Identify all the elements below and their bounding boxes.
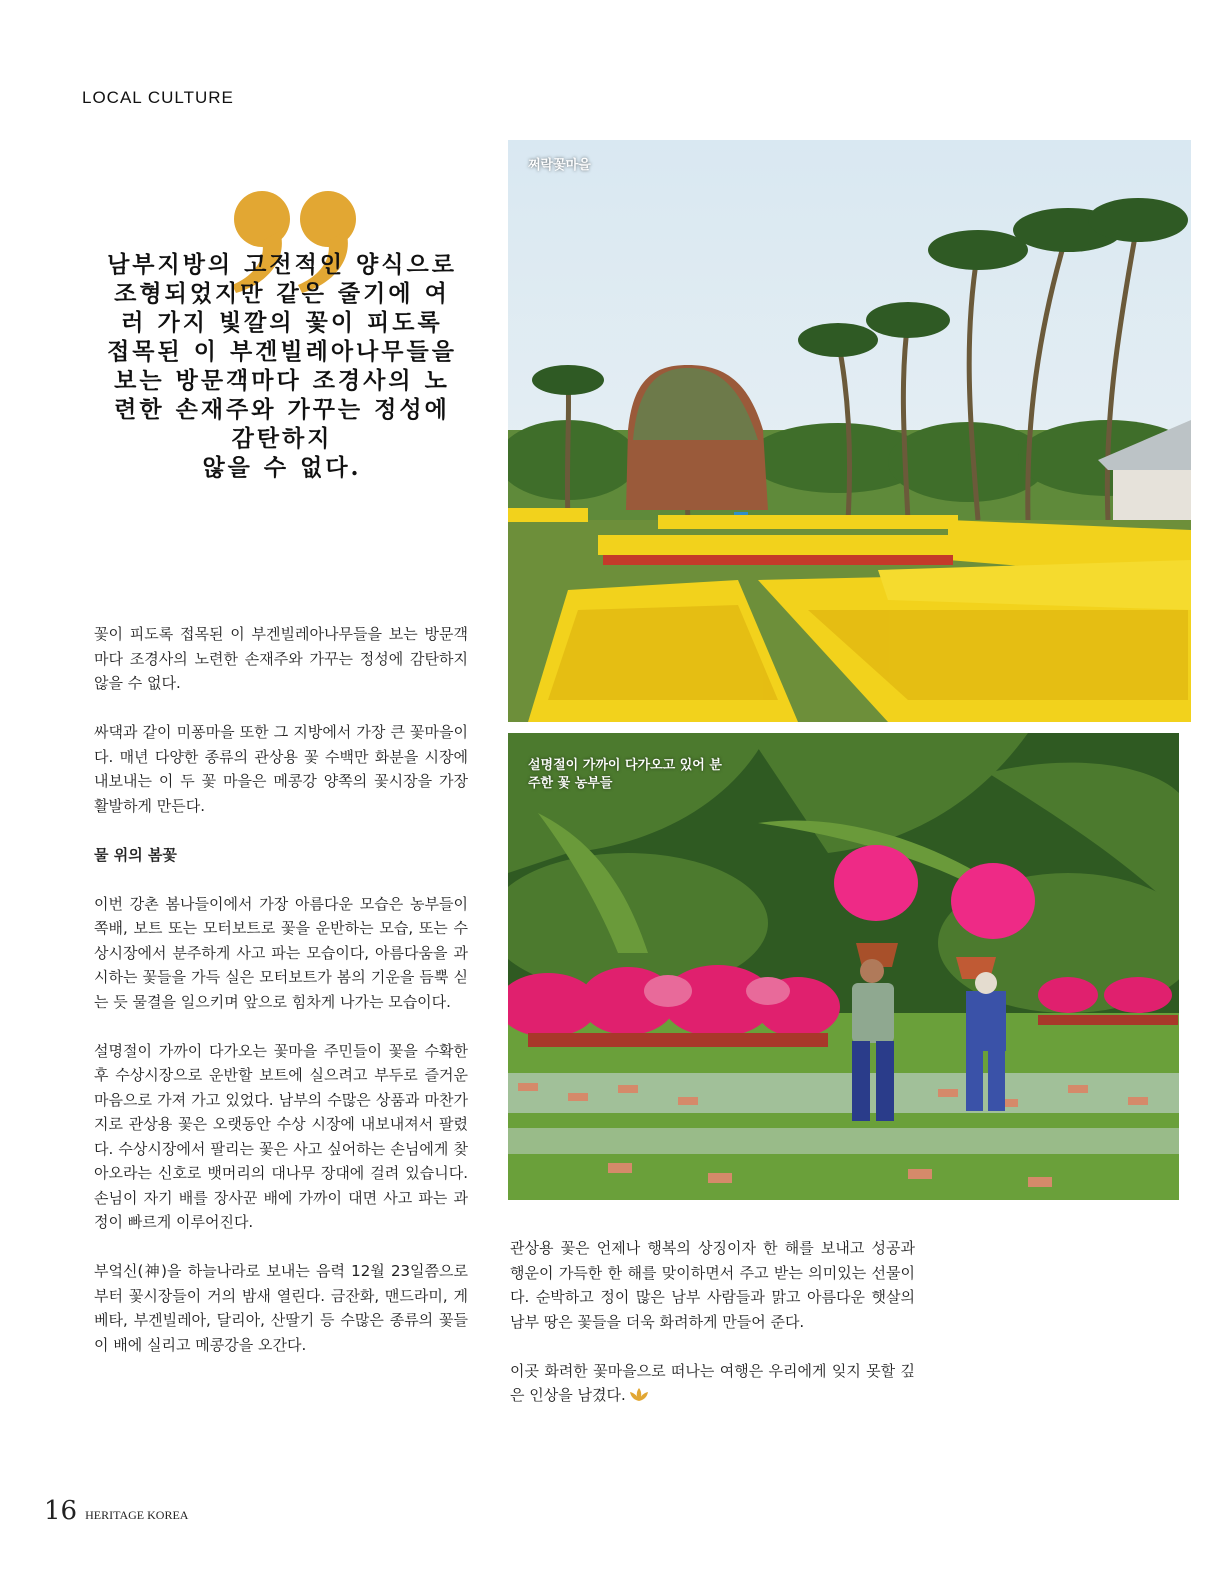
pull-quote-line: 보는 방문객마다 조경사의 노: [114, 367, 450, 394]
pull-quote-line: 감탄하지: [231, 425, 333, 452]
subheading: 물 위의 봄꽃: [94, 845, 177, 864]
body-paragraph: 꽃이 피도록 접목된 이 부겐빌레아나무들을 보는 방문객마다 조경사의 노련한 손재주와 가꾸는 정성에 감탄하지 않을 수 없다.: [94, 625, 468, 692]
flower-village-illustration: [508, 140, 1191, 722]
section-label: LOCAL CULTURE: [82, 88, 234, 107]
pull-quote-line: 조형되었지만 같은 줄기에 여: [114, 280, 450, 307]
page-number: 16: [44, 1496, 78, 1526]
body-column-right: [510, 1236, 915, 1432]
magazine-name: HERITAGE KOREA: [85, 1508, 189, 1522]
body-paragraph: 부엌신(神)을 하늘나라로 보내는 음력 12월 23일쯤으로부터 꽃시장들이 거의 밤새 열린다. 금잔화, 맨드라미, 게베타, 부겐빌레아, 달리아, 산딸기 등 수많은 종류의 꽃들이 배에 실리고 메콩강을 오간다.: [94, 1262, 468, 1354]
pull-quote-line: 접목된 이 부겐빌레아나무들을: [107, 338, 457, 365]
pull-quote: [96, 250, 468, 482]
pull-quote-line: 련한 손재주와 가꾸는 정성에: [114, 396, 450, 423]
body-paragraph-text: 이곳 화려한 꽃마을으로 떠나는 여행은 우리에게 잊지 못할 깊은 인상을 남겼다.: [510, 1361, 915, 1404]
photo-flower-village: [508, 140, 1191, 722]
pull-quote-line: 남부지방의 고전적인 양식으로: [107, 251, 457, 278]
page-folio: [44, 1496, 188, 1526]
lotus-end-mark-icon: [628, 1388, 650, 1401]
body-paragraph: 관상용 꽃은 언제나 행복의 상징이자 한 해를 보내고 성공과 행운이 가득한 한 해를 맞이하면서 주고 받는 의미있는 선물이다. 순박하고 정이 많은 남부 사람들과 맑고 아름다운 햇살의 남부 땅은 꽃들을 더욱 화려하게 만들어 준다.: [510, 1239, 915, 1331]
body-column-left: [94, 622, 468, 1382]
pull-quote-line: 러 가지 빛깔의 꽃이 피도록: [121, 309, 443, 336]
body-paragraph: 이번 강촌 봄나들이에서 가장 아름다운 모습은 농부들이 쪽배, 보트 또는 모터보트로 꽃을 운반하는 모습, 또는 수상시장에서 분주하게 사고 파는 모습이다, 아름다움을 과시하는 꽃들을 가득 실은 모터보트가 봄의 기운을 듬뿍 싣는 듯 물결을 일으키며 앞으로 힘차게 나가는 모습이다.: [94, 894, 468, 1011]
body-paragraph: 싸댁과 같이 미퐁마을 또한 그 지방에서 가장 큰 꽃마을이다. 매년 다양한 종류의 관상용 꽃 수백만 화분을 시장에 내보내는 이 두 꽃 마을은 메콩강 양쪽의 꽃시장을 가장 활발하게 만든다.: [94, 723, 468, 815]
photo-caption: 쩌락꽃마을: [528, 158, 591, 173]
body-paragraph: 설명절이 가까이 다가오는 꽃마을 주민들이 꽃을 수확한 후 수상시장으로 운반할 보트에 실으려고 부두로 즐거운 마음으로 가져 가고 있었다. 남부의 수많은 상품과 마찬가지로 관상용 꽃은 오랫동안 수상 시장에 내보내져서 팔렸다. 수상시장에서 팔리는 꽃은 사고 싶어하는 손님에게 찾아오라는 신호로 뱃머리의 대나무 장대에 걸려 있습니다. 손님이 자기 배를 장사꾼 배에 가까이 대면 사고 파는 과정이 빠르게 이루어진다.: [94, 1041, 468, 1231]
photo-caption: 설명절이 가까이 다가오고 있어 분주한 꽃 농부들: [528, 758, 722, 791]
flower-farmers-illustration: [508, 733, 1179, 1200]
photo-flower-farmers: [508, 733, 1179, 1200]
pull-quote-line: 않을 수 없다.: [202, 454, 362, 481]
body-paragraph-closing: [510, 1359, 915, 1408]
